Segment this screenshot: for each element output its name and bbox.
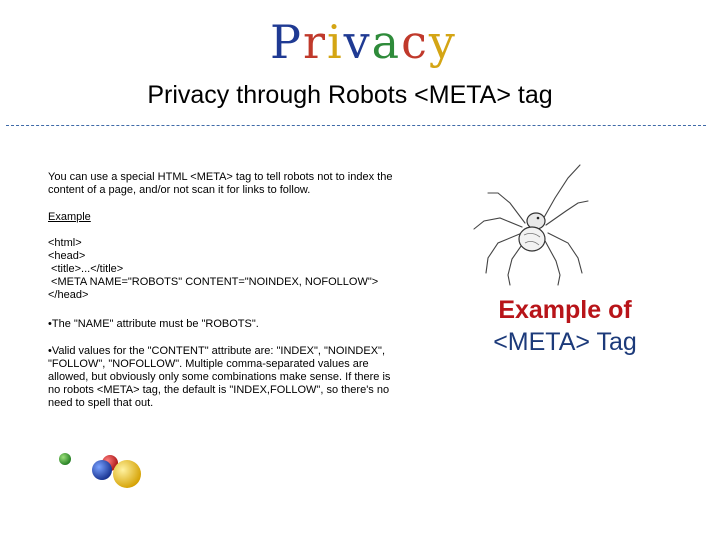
- logo-letter: c: [401, 15, 429, 69]
- code-line: <title>...</title>: [48, 263, 124, 275]
- caption: [440, 294, 690, 358]
- note-name-attribute: •The "NAME" attribute must be "ROBOTS".: [48, 318, 259, 330]
- logo-letter: r: [302, 15, 327, 69]
- code-example: [48, 237, 378, 302]
- code-line: <META NAME="ROBOTS" CONTENT="NOINDEX, NOFOLLOW">: [48, 276, 379, 288]
- example-label: Example: [48, 211, 91, 223]
- spider-icon: [470, 163, 590, 288]
- logo-letter: y: [428, 15, 457, 69]
- dashed-divider: [6, 125, 706, 126]
- body-text: [48, 171, 404, 409]
- logo-letter: i: [326, 15, 344, 69]
- code-line: <head>: [48, 250, 86, 262]
- slide-title: Privacy through Robots <META> tag: [147, 81, 553, 109]
- intro-paragraph: You can use a special HTML <META> tag to tell robots not to index the content of a page, and/or not scan it for links to follow.: [48, 171, 393, 196]
- logo-letter: v: [343, 15, 372, 69]
- logo-letter: a: [371, 15, 402, 69]
- privacy-logo: [270, 14, 457, 70]
- caption-line-1: Example of: [498, 296, 632, 324]
- caption-line-2: <META> Tag: [493, 328, 637, 356]
- decorative-balls-icon: [55, 448, 145, 498]
- logo-letter: P: [270, 15, 303, 69]
- code-line: </head>: [48, 289, 89, 301]
- code-line: <html>: [48, 237, 82, 249]
- note-content-values: •Valid values for the "CONTENT" attribute are: "INDEX", "NOINDEX", "FOLLOW", "NOFOLLOW". Multiple comma-separated values are allowed, but obviously only some combinations make sense. If there is no robots <META> tag, the default is "INDEX,FOLLOW", so there's no need to spell that out.: [48, 345, 391, 409]
